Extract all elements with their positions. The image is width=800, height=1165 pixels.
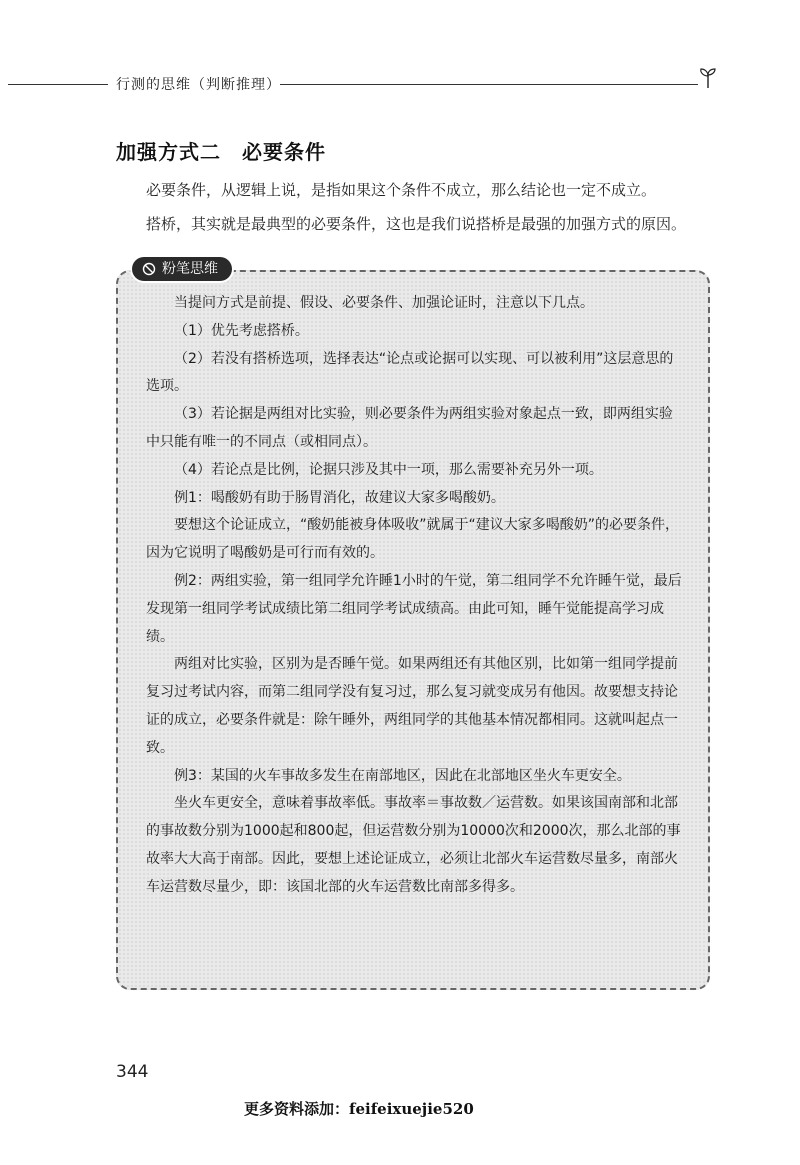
- intro-paragraph: 必要条件，从逻辑上说，是指如果这个条件不成立，那么结论也一定不成立。: [146, 181, 657, 199]
- tip-paragraph: （2）若没有搭桥选项，选择表达“论点或论据可以实现、可以被利用”这层意思的选项。: [146, 350, 674, 395]
- tip-paragraph: 要想这个论证成立，“酸奶能被身体吸收”就属于“建议大家多喝酸奶”的必要条件，因为它说明了喝酸奶是可行而有效的。: [146, 517, 680, 562]
- tip-paragraph: （4）若论点是比例，论据只涉及其中一项，那么需要补充另外一项。: [174, 461, 603, 478]
- section-title: 加强方式二 必要条件: [116, 140, 326, 164]
- tip-paragraph: 例2：两组实验，第一组同学允许睡1小时的午觉，第二组同学不允许睡午觉，最后发现第一组同学考试成绩比第二组同学考试成绩高。由此可知，睡午觉能提高学习成绩。: [146, 572, 682, 645]
- running-header: [8, 66, 720, 96]
- intro-paragraph: 搭桥，其实就是最典型的必要条件，这也是我们说搭桥是最强的加强方式的原因。: [146, 215, 687, 233]
- tip-paragraph: （1）优先考虑搭桥。: [174, 322, 309, 339]
- tip-paragraph: 坐火车更安全，意味着事故率低。事故率＝事故数／运营数。如果该国南部和北部的事故数分别为1000起和800起，但运营数分别为10000次和2000次，那么北部的事故率大大高于南部。因此，要想上述论证成立，必须让北部火车运营数尽量多，南部火车运营数尽量少，即：该国北部的火车运营数比南部多得多。: [146, 795, 681, 895]
- tip-paragraph: （3）若论据是两组对比实验，则必要条件为两组实验对象起点一致，即两组实验中只能有唯一的不同点（或相同点）。: [146, 406, 673, 450]
- tip-paragraph: 当提问方式是前提、假设、必要条件、加强论证时，注意以下几点。: [174, 295, 594, 311]
- header-rule-left: [8, 84, 108, 85]
- tip-paragraph: 两组对比实验，区别为是否睡午觉。如果两组还有其他区别，比如第一组同学提前复习过考试内容，而第二组同学没有复习过，那么复习就变成另有他因。故要想支持论证的成立，必要条件就是：除午睡外，两组同学的其他基本情况都相同。这就叫起点一致。: [146, 656, 678, 756]
- ban-icon: [142, 262, 156, 276]
- footer-note: 更多资料添加：feifeixuejie520: [244, 1100, 474, 1118]
- tip-paragraph: 例3：某国的火车事故多发生在南部地区，因此在北部地区坐火车更安全。: [174, 767, 631, 784]
- tip-paragraph: 例1：喝酸奶有助于肠胃消化，故建议大家多喝酸奶。: [174, 489, 505, 506]
- tip-box-tag: [132, 257, 232, 281]
- tip-box-tag-label: 粉笔思维: [162, 261, 218, 277]
- page-number: 344: [116, 1062, 149, 1082]
- header-rule-right: [280, 84, 698, 85]
- sprout-icon: [696, 66, 720, 90]
- tip-box-content: [146, 290, 682, 902]
- header-title: 行测的思维（判断推理）: [116, 77, 281, 93]
